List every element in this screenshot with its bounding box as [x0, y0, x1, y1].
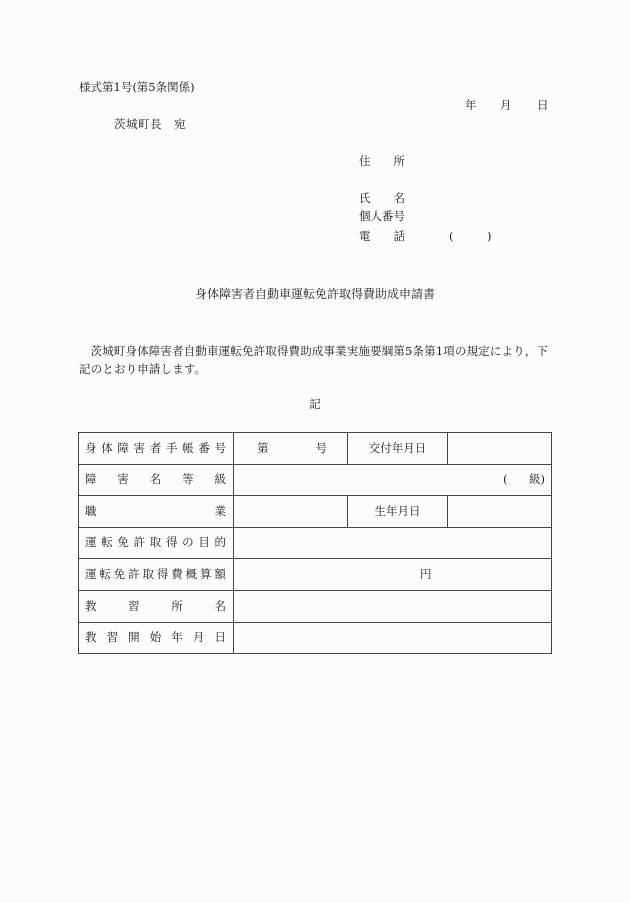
label-license-purpose [79, 527, 234, 559]
estimated-cost-field[interactable] [234, 559, 552, 591]
label-char: 帳 [182, 440, 194, 455]
number-suffix: 号 [315, 440, 327, 455]
date-year-label: 年 [465, 98, 477, 112]
label-char: 日 [214, 630, 226, 645]
label-char: 転 [99, 566, 111, 581]
label-char: 月 [192, 630, 205, 645]
date-day-label: 日 [537, 98, 549, 112]
label-char: 転 [101, 535, 113, 550]
label-char: 運 [85, 535, 97, 550]
label-char: 教 [85, 598, 97, 613]
label-birth-date: 生年月日 [348, 496, 448, 528]
label-char: 害 [133, 440, 146, 455]
label-char: 得 [156, 566, 169, 581]
table-row-license-purpose [79, 527, 552, 559]
driving-school-name-field[interactable] [234, 590, 552, 622]
table-row-disability-certificate [79, 433, 552, 465]
date-month-label: 月 [500, 98, 512, 112]
label-disability-certificate-number [79, 433, 234, 465]
name-label [359, 193, 405, 205]
label-char: 得 [165, 535, 178, 550]
mynumber-label: 個人番号 [359, 209, 405, 223]
label-char: 取 [142, 566, 154, 581]
label-char: 害 [117, 472, 129, 487]
label-char: の [182, 535, 194, 550]
grade-open-paren: ( [503, 472, 508, 487]
label-disability-name-grade [79, 464, 234, 496]
ki-heading: 記 [309, 397, 321, 411]
label-char: 身 [85, 440, 97, 455]
phone-area-code-open-paren: ( [449, 229, 454, 243]
certificate-number-field[interactable] [234, 433, 348, 465]
grade-suffix: 級) [529, 472, 545, 487]
label-char: 取 [149, 535, 162, 550]
label-char: 障 [85, 472, 97, 487]
disability-grade-field[interactable] [234, 464, 552, 496]
body-paragraph: 茨城町身体障害者自動車運転免許取得費助成事業実施要綱第5条第1項の規定により，下記のとおり申請します。 [79, 344, 549, 376]
detail-table [78, 432, 552, 654]
label-estimated-cost [79, 559, 234, 591]
phone-area-code-close-paren: ) [487, 229, 492, 243]
label-char: 者 [149, 440, 162, 455]
address-label-char: 所 [393, 154, 405, 168]
label-char: 額 [214, 566, 226, 581]
training-start-date-field[interactable] [234, 622, 552, 654]
label-char: 運 [85, 566, 97, 581]
label-char: 免 [113, 566, 126, 581]
label-char: 障 [117, 440, 129, 455]
label-issue-date: 交付年月日 [348, 433, 448, 465]
label-char: 所 [171, 598, 183, 613]
issue-date-field[interactable] [448, 433, 552, 465]
label-char: 番 [198, 440, 210, 455]
label-char: 職 [85, 503, 97, 518]
label-char: 許 [128, 566, 140, 581]
table-row-estimated-cost [79, 559, 552, 591]
document-title: 身体障害者自動車運転免許取得費助成申請書 [194, 287, 435, 301]
phone-label-char: 電 [359, 229, 371, 243]
label-char: 始 [149, 630, 162, 645]
label-char: 算 [200, 566, 212, 581]
label-char: 的 [214, 535, 226, 550]
label-char: 級 [214, 472, 226, 487]
occupation-field[interactable] [234, 496, 348, 528]
birth-date-field[interactable] [448, 496, 552, 528]
address-label-char: 住 [359, 154, 371, 168]
license-purpose-field[interactable] [234, 527, 552, 559]
name-label-char: 名 [393, 191, 405, 205]
number-prefix: 第 [257, 440, 269, 455]
name-label-char: 氏 [359, 191, 371, 205]
label-char: 名 [149, 472, 162, 487]
label-char: 手 [165, 440, 178, 455]
label-driving-school-name [79, 590, 234, 622]
phone-label [359, 231, 405, 243]
label-char: 等 [182, 472, 194, 487]
label-char: 免 [117, 535, 129, 550]
yen-unit: 円 [420, 566, 432, 581]
label-char: 号 [214, 440, 226, 455]
label-char: 開 [128, 630, 140, 645]
table-row-occupation [79, 496, 552, 528]
label-training-start-date [79, 622, 234, 654]
address-label [359, 156, 405, 168]
label-occupation [79, 496, 234, 528]
label-char: 業 [214, 503, 226, 518]
label-char: 概 [185, 566, 198, 581]
table-row-training-start-date [79, 622, 552, 654]
label-char: 目 [198, 535, 210, 550]
table-row-driving-school [79, 590, 552, 622]
table-row-disability-grade [79, 464, 552, 496]
label-char: 名 [214, 598, 226, 613]
label-char: 体 [101, 440, 113, 455]
label-char: 費 [171, 566, 183, 581]
label-char: 習 [128, 598, 140, 613]
form-number: 様式第1号(第5条関係) [79, 80, 195, 94]
label-char: 習 [106, 630, 119, 645]
addressee: 茨城町長 宛 [114, 117, 186, 131]
phone-label-char: 話 [393, 229, 405, 243]
label-char: 教 [85, 630, 97, 645]
label-char: 年 [171, 630, 183, 645]
label-char: 許 [133, 535, 146, 550]
